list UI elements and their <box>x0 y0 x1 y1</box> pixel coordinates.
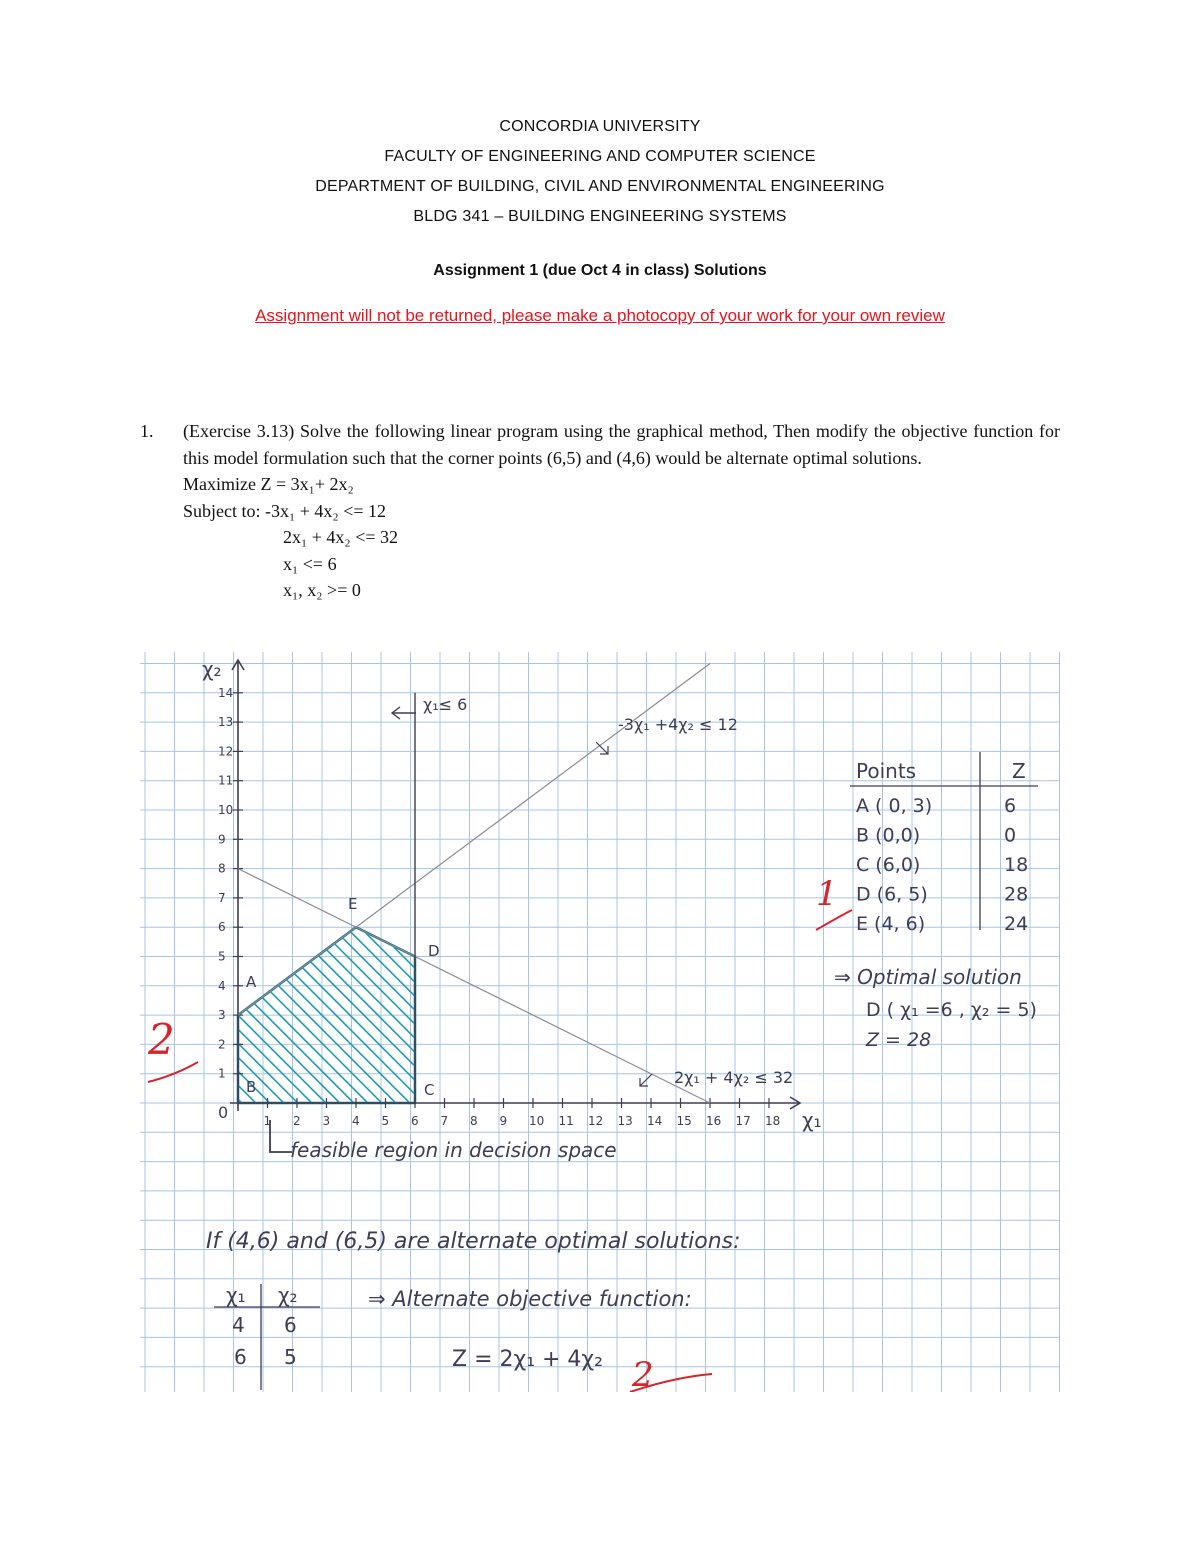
x-tick-label: 4 <box>352 1114 360 1128</box>
hatch-line <box>140 917 218 1107</box>
alternate-function: Z = 2χ₁ + 4χ₂ <box>452 1347 603 1372</box>
x1-limit-label: χ₁≤ 6 <box>423 695 468 714</box>
y-tick-label: 14 <box>218 685 234 700</box>
origin-label: 0 <box>218 1103 229 1122</box>
y-tick-label: 10 <box>218 803 234 817</box>
x-tick-label: 13 <box>617 1114 633 1128</box>
points-table-point: E (4, 6) <box>856 913 926 935</box>
hatch-line <box>462 917 652 1107</box>
y-tick-label: 2 <box>218 1037 226 1052</box>
feasible-pointer <box>270 1120 292 1152</box>
optimal-point: D ( χ₁ =6 , χ₂ = 5) <box>866 999 1037 1021</box>
hatch-line <box>140 917 190 1107</box>
x-tick-label: 9 <box>499 1114 508 1128</box>
x-tick-label: 17 <box>735 1114 751 1128</box>
question-text: (Exercise 3.13) Solve the following linear program using the graphical method, Then modify the objective function for this model formulation such that the corner points (6,5) and (4,6) would be alternate optimal solutions. <box>183 421 1060 468</box>
point-label-d: D <box>428 942 440 960</box>
y-tick-label: 11 <box>218 773 234 788</box>
x-tick-label: 15 <box>676 1114 692 1128</box>
points-table-point: C (6,0) <box>856 854 921 876</box>
y-tick-label: 1 <box>218 1066 226 1081</box>
constraint-2: 2x₁ + 4x₂ <= 32 <box>283 527 399 547</box>
x1-limit-arrow <box>392 707 416 719</box>
department-name: DEPARTMENT OF BUILDING, CIVIL AND ENVIRONMENTAL ENGINEERING <box>315 178 885 195</box>
z-header: Z <box>1012 759 1026 783</box>
point-label-a: A <box>246 973 257 991</box>
x-tick-label: 18 <box>765 1114 781 1128</box>
hatch-line <box>490 917 680 1107</box>
alternate-arrow-label: ⇒ Alternate objective function: <box>368 1287 692 1311</box>
hatch-line <box>140 917 330 1107</box>
alt-table-header-x1: χ₁ <box>226 1283 246 1307</box>
constraint-4: x₁, x₂ >= 0 <box>283 580 361 600</box>
hatch-line <box>476 917 666 1107</box>
question-1 <box>140 418 1060 604</box>
points-table-z: 0 <box>1004 824 1017 847</box>
return-notice <box>0 306 1200 326</box>
x-tick-label: 2 <box>293 1114 301 1128</box>
alt-table-header-x2: χ₂ <box>278 1283 298 1307</box>
hatch-line <box>392 917 582 1107</box>
hatch-line <box>420 917 610 1107</box>
x-tick-label: 10 <box>529 1114 545 1128</box>
feasible-region-label: feasible region in decision space <box>290 1138 617 1162</box>
hatch-line <box>504 917 694 1107</box>
c2-label: 2χ₁ + 4χ₂ ≤ 32 <box>674 1068 794 1087</box>
y-tick-label: 3 <box>218 1008 226 1023</box>
y-tick-label: 4 <box>218 978 226 993</box>
hatch-line <box>280 917 470 1107</box>
x-axis-label: χ₁ <box>802 1108 822 1132</box>
hatch-line <box>378 917 568 1107</box>
y-tick-label: 5 <box>218 949 226 964</box>
handwritten-solution-sheet <box>140 652 1060 1392</box>
hatch-line <box>140 917 148 1107</box>
x-tick-label: 14 <box>647 1114 663 1128</box>
points-table-z: 18 <box>1004 854 1029 876</box>
constraint-3: x₁ <= 6 <box>283 553 337 574</box>
alt-table-cell: 6 <box>234 1345 247 1369</box>
x-tick-label: 8 <box>470 1114 478 1128</box>
hatch-line <box>448 917 638 1107</box>
points-table-z: 28 <box>1004 883 1029 906</box>
point-label-e: E <box>348 895 358 913</box>
hatch-line <box>140 917 246 1107</box>
y-axis-label: χ₂ <box>202 657 222 681</box>
alt-table-cell: 4 <box>232 1313 245 1337</box>
points-header: Points <box>856 759 917 783</box>
y-tick-label: 7 <box>218 890 226 905</box>
objective-function: Maximize Z = 3x₁+ 2x₂ <box>183 474 354 494</box>
y-tick-label: 8 <box>218 861 226 876</box>
grade-mark-1: 1 <box>816 874 838 914</box>
x-tick-label: 1 <box>263 1114 272 1128</box>
return-notice-text: Assignment will not be returned, please make a photocopy of your work for your own review <box>255 306 945 325</box>
points-table-z: 24 <box>1004 913 1029 935</box>
points-table-z: 6 <box>1004 795 1017 817</box>
x-tick-label: 12 <box>588 1114 604 1128</box>
hatch-line <box>182 917 372 1107</box>
point-label-b: B <box>246 1078 257 1096</box>
question-number: 1. <box>140 421 154 441</box>
alternate-table <box>214 1283 320 1390</box>
alt-table-cell: 5 <box>284 1345 297 1369</box>
points-table <box>850 752 1038 935</box>
lp-model <box>183 471 1060 604</box>
course-name: BLDG 341 – BUILDING ENGINEERING SYSTEMS <box>413 208 787 225</box>
hatch-line <box>322 917 512 1107</box>
x-tick-label: 7 <box>440 1114 449 1128</box>
y-tick-label: 9 <box>218 832 226 847</box>
points-table-point: A ( 0, 3) <box>856 795 933 817</box>
x-tick-label: 6 <box>411 1114 419 1128</box>
graph-paper-svg <box>140 652 1060 1392</box>
assignment-title: Assignment 1 (due Oct 4 in class) Solutions <box>433 262 767 279</box>
optimal-heading: ⇒ Optimal solution <box>834 965 1022 989</box>
hatch-line <box>350 917 540 1107</box>
x-tick-label: 11 <box>558 1114 574 1128</box>
hatch-line <box>140 917 204 1107</box>
x-tick-label: 3 <box>322 1114 331 1128</box>
grade-mark-2: 2 <box>148 1015 175 1064</box>
x-tick-label: 5 <box>381 1114 390 1128</box>
constraint-1: Subject to: -3x₁ + 4x₂ <= 12 <box>183 500 386 521</box>
alt-table-cell: 6 <box>284 1313 297 1337</box>
x-tick-label: 16 <box>706 1114 722 1128</box>
y-tick-label: 6 <box>218 920 226 935</box>
optimal-value: Z = 28 <box>866 1029 932 1051</box>
y-tick-label: 12 <box>218 744 234 759</box>
points-table-rows <box>856 795 1028 935</box>
document-header <box>0 112 1200 232</box>
points-table-point: B (0,0) <box>856 824 921 847</box>
university-name: CONCORDIA UNIVERSITY <box>499 118 701 135</box>
alternate-statement: If (4,6) and (6,5) are alternate optimal solutions: <box>206 1229 741 1254</box>
hatch-line <box>140 917 316 1107</box>
faculty-name: FACULTY OF ENGINEERING AND COMPUTER SCIENCE <box>384 148 816 165</box>
grade-mark-3: 2 <box>632 1355 654 1392</box>
y-tick-label: 13 <box>218 715 234 730</box>
points-table-point: D (6, 5) <box>856 883 928 906</box>
c1-label: -3χ₁ +4χ₂ ≤ 12 <box>618 715 738 734</box>
graph-paper-grid <box>140 652 1060 1392</box>
point-label-c: C <box>424 1081 435 1099</box>
grade-mark-2-stroke <box>148 1062 198 1082</box>
hatch-line <box>252 917 442 1107</box>
